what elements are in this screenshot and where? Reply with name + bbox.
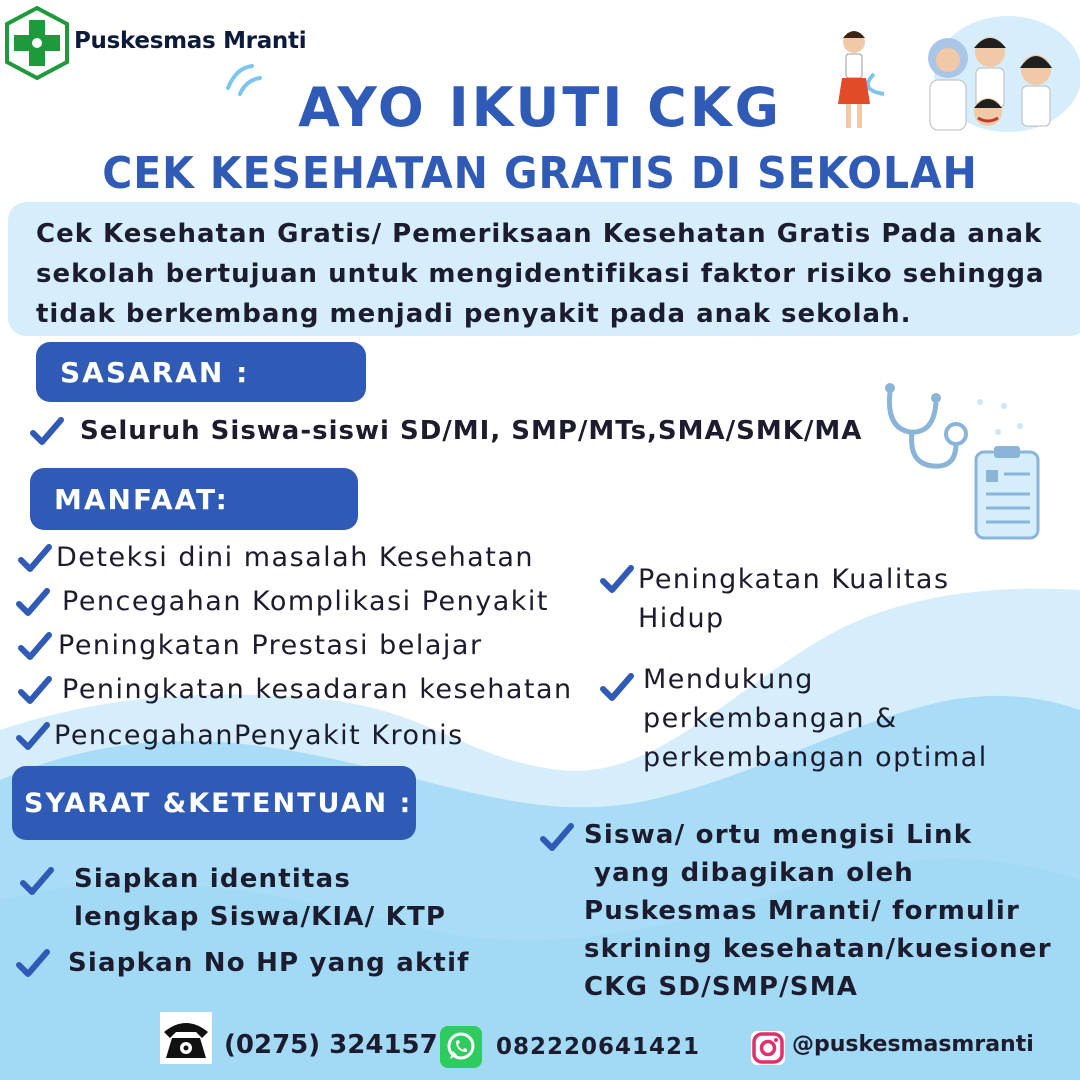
benefit-item xyxy=(600,560,950,638)
requirements-right xyxy=(540,816,1052,1006)
benefit-item xyxy=(18,674,573,705)
checkmark-icon xyxy=(30,416,64,446)
whatsapp-icon xyxy=(440,1026,482,1068)
benefit-line: perkembangan & xyxy=(643,703,898,734)
benefit-item xyxy=(16,586,549,617)
syarat-heading: SYARAT &KETENTUAN : xyxy=(12,766,416,840)
requirement-line: yang dibagikan oleh xyxy=(594,858,914,888)
whatsapp-number[interactable]: 082220641421 xyxy=(496,1034,701,1060)
benefit-text xyxy=(643,660,988,777)
benefit-item xyxy=(16,720,464,751)
instagram-icon xyxy=(750,1030,786,1066)
checkmark-icon xyxy=(16,948,50,978)
page-subtitle: CEK KESEHATAN GRATIS DI SEKOLAH xyxy=(102,148,978,199)
benefit-text: Peningkatan kesadaran kesehatan xyxy=(62,674,573,705)
checkmark-icon xyxy=(18,675,52,705)
requirement-line: CKG SD/SMP/SMA xyxy=(584,972,859,1002)
requirement-item xyxy=(540,816,1052,1006)
benefit-line: perkembangan optimal xyxy=(643,742,988,773)
manfaat-heading: MANFAAT: xyxy=(30,468,358,530)
benefit-item xyxy=(18,630,483,661)
requirement-line: Siswa/ ortu mengisi Link xyxy=(584,820,973,850)
benefit-line: Hidup xyxy=(638,603,725,634)
requirements-left xyxy=(20,860,470,982)
requirement-line: lengkap Siswa/KIA/ KTP xyxy=(74,902,447,932)
benefit-line: Peningkatan Kualitas xyxy=(638,564,950,595)
instagram-handle[interactable]: @puskesmasmranti xyxy=(792,1032,1034,1057)
requirement-item xyxy=(20,860,470,936)
sasaran-heading: SASARAN : xyxy=(36,342,366,402)
benefit-item xyxy=(18,542,534,573)
requirement-line: Puskesmas Mranti/ formulir xyxy=(584,896,1020,926)
benefit-text xyxy=(638,560,950,638)
requirement-text xyxy=(74,860,446,936)
intro-line: tidak berkembang menjadi penyakit pada anak sekolah. xyxy=(36,299,912,329)
checkmark-icon xyxy=(16,587,50,617)
checkmark-icon xyxy=(20,866,54,896)
phone-number[interactable]: (0275) 324157 xyxy=(224,1030,438,1060)
benefit-text: Peningkatan Prestasi belajar xyxy=(58,630,483,661)
sasaran-text: Seluruh Siswa-siswi SD/MI, SMP/MTs,SMA/SMK/MA xyxy=(80,416,863,446)
puskesmas-logo xyxy=(4,6,70,80)
checkmark-icon xyxy=(16,721,50,751)
checkmark-icon xyxy=(540,822,574,852)
checkmark-icon xyxy=(600,564,634,594)
benefit-line: Mendukung xyxy=(643,664,814,695)
medical-illustration xyxy=(880,372,1050,544)
requirement-text: Siapkan No HP yang aktif xyxy=(68,948,470,978)
requirement-line: skrining kesehatan/kuesioner xyxy=(584,934,1052,964)
intro-text xyxy=(36,214,1066,334)
benefit-item xyxy=(600,660,988,777)
telephone-icon xyxy=(158,1010,214,1066)
page-title: AYO IKUTI CKG xyxy=(298,76,782,139)
checkmark-icon xyxy=(600,672,634,702)
requirement-item xyxy=(16,944,470,982)
intro-line: Cek Kesehatan Gratis/ Pemeriksaan Kesehatan Gratis Pada anak xyxy=(36,219,1043,249)
checkmark-icon xyxy=(18,543,52,573)
benefit-text: Pencegahan Komplikasi Penyakit xyxy=(62,586,550,617)
benefit-text: Deteksi dini masalah Kesehatan xyxy=(56,542,534,573)
requirement-text xyxy=(584,816,1052,1006)
sasaran-item xyxy=(30,416,862,446)
checkmark-icon xyxy=(18,631,52,661)
requirement-line: Siapkan identitas xyxy=(74,864,352,894)
brand-name: Puskesmas Mranti xyxy=(74,28,307,54)
benefit-text: PencegahanPenyakit Kronis xyxy=(54,720,464,751)
intro-line: sekolah bertujuan untuk mengidentifikasi faktor risiko sehingga xyxy=(36,259,1045,289)
